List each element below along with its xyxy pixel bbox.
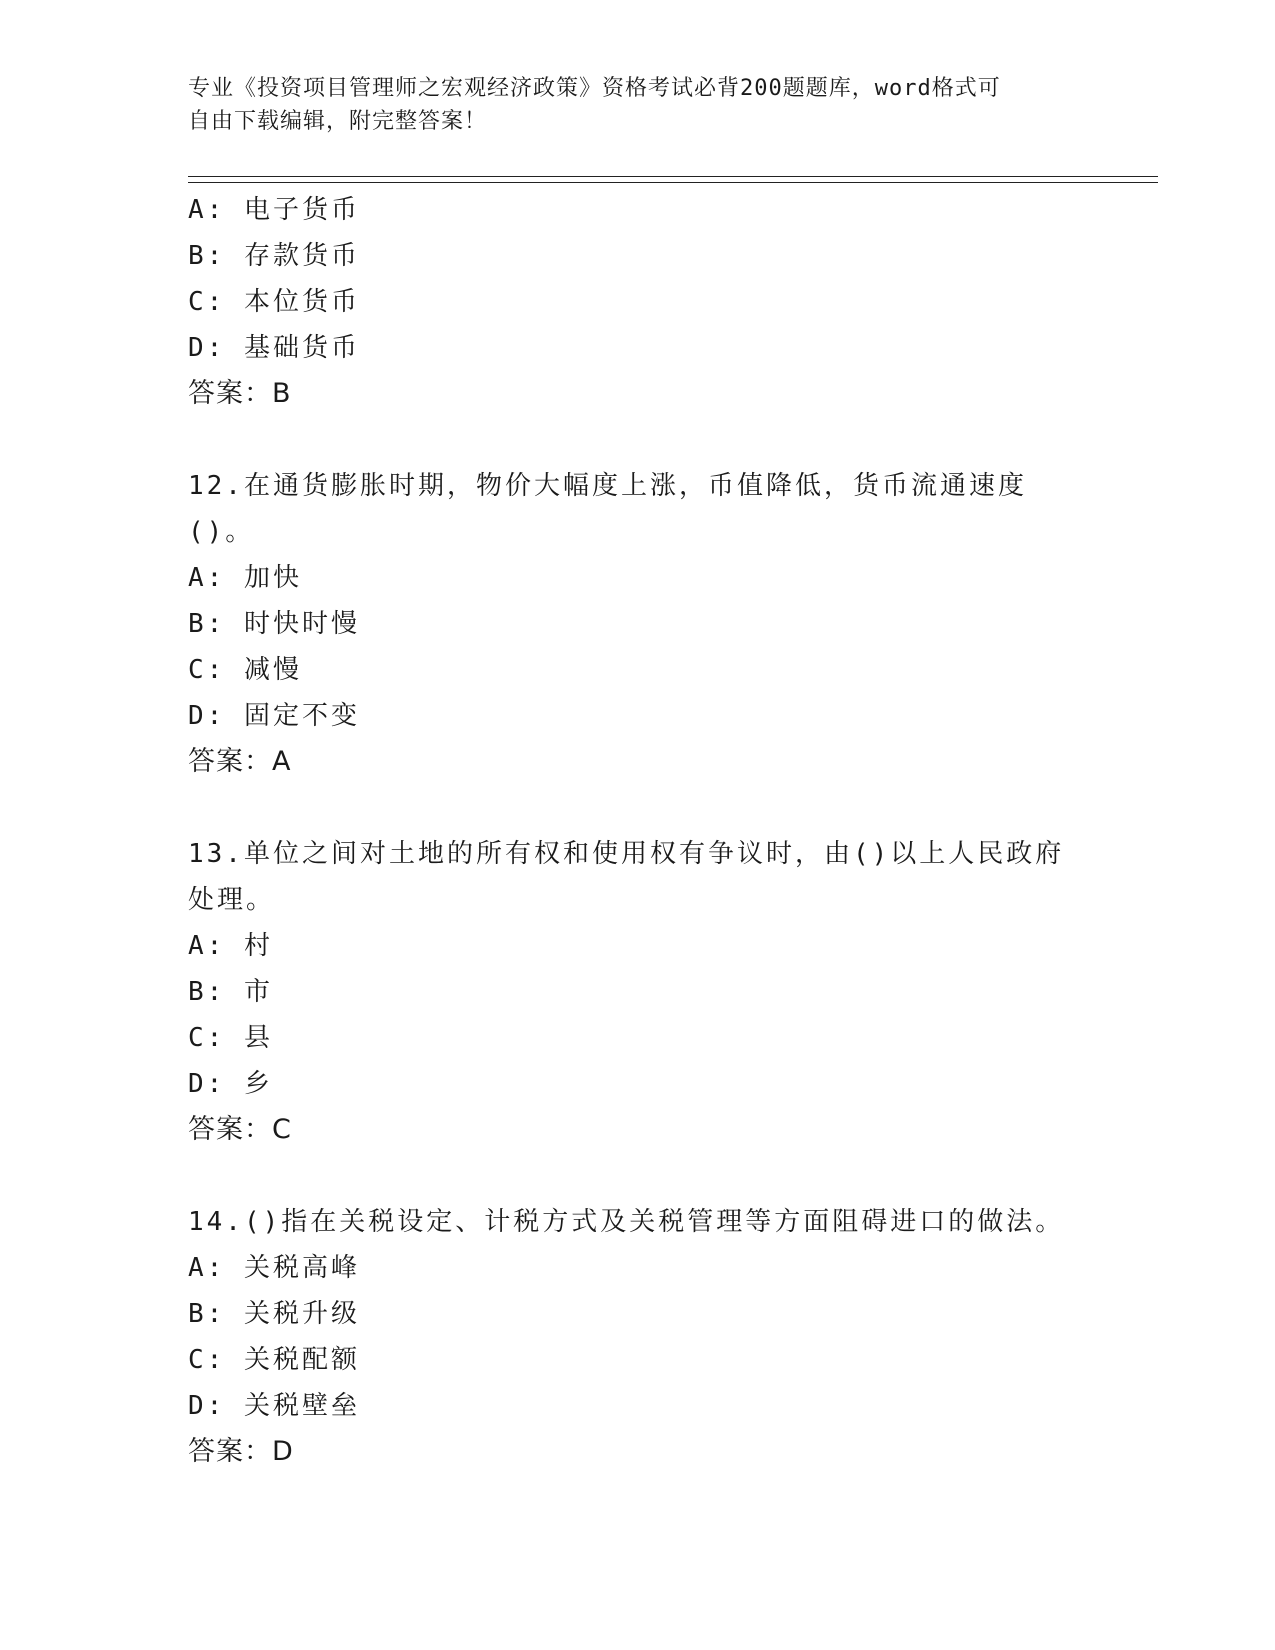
q14-option-b: B: 关税升级 <box>188 1299 360 1329</box>
header-line-2: 自由下载编辑，附完整答案！ <box>188 109 488 134</box>
q12-option-d: D: 固定不变 <box>188 701 360 731</box>
q11-answer: 答案：B <box>188 378 292 409</box>
q13-option-b: B: 市 <box>188 977 273 1007</box>
q14-stem: 14.()指在关税设定、计税方式及关税管理等方面阻碍进口的做法。 <box>188 1207 1065 1237</box>
q12-option-b: B: 时快时慢 <box>188 609 360 639</box>
q14-option-d: D: 关税壁垒 <box>188 1391 360 1421</box>
q14-option-c: C: 关税配额 <box>188 1345 360 1375</box>
document-page <box>188 72 1158 1475</box>
question-11-block <box>188 187 1158 417</box>
q13-option-a: A: 村 <box>188 931 273 961</box>
q14-answer: 答案：D <box>188 1436 294 1467</box>
q13-option-c: C: 县 <box>188 1023 273 1053</box>
q13-answer: 答案：C <box>188 1114 292 1145</box>
q11-option-b: B: 存款货币 <box>188 241 360 271</box>
q13-option-d: D: 乡 <box>188 1069 273 1099</box>
q13-stem: 13.单位之间对土地的所有权和使用权有争议时，由()以上人民政府处理。 <box>188 839 1065 915</box>
q11-option-d: D: 基础货币 <box>188 333 360 363</box>
document-header <box>188 72 1068 138</box>
q11-option-a: A: 电子货币 <box>188 195 360 225</box>
q12-answer: 答案：A <box>188 746 292 777</box>
q12-option-c: C: 减慢 <box>188 655 302 685</box>
q12-option-a: A: 加快 <box>188 563 302 593</box>
q11-option-c: C: 本位货币 <box>188 287 360 317</box>
question-13-block <box>188 831 1158 1153</box>
header-line-1: 专业《投资项目管理师之宏观经济政策》资格考试必背200题题库，word格式可 <box>188 76 1001 101</box>
question-12-block <box>188 463 1158 785</box>
question-14-block <box>188 1199 1158 1475</box>
q12-stem: 12.在通货膨胀时期，物价大幅度上涨，币值降低，货币流通速度()。 <box>188 471 1027 547</box>
header-divider <box>188 176 1158 183</box>
q14-option-a: A: 关税高峰 <box>188 1253 360 1283</box>
